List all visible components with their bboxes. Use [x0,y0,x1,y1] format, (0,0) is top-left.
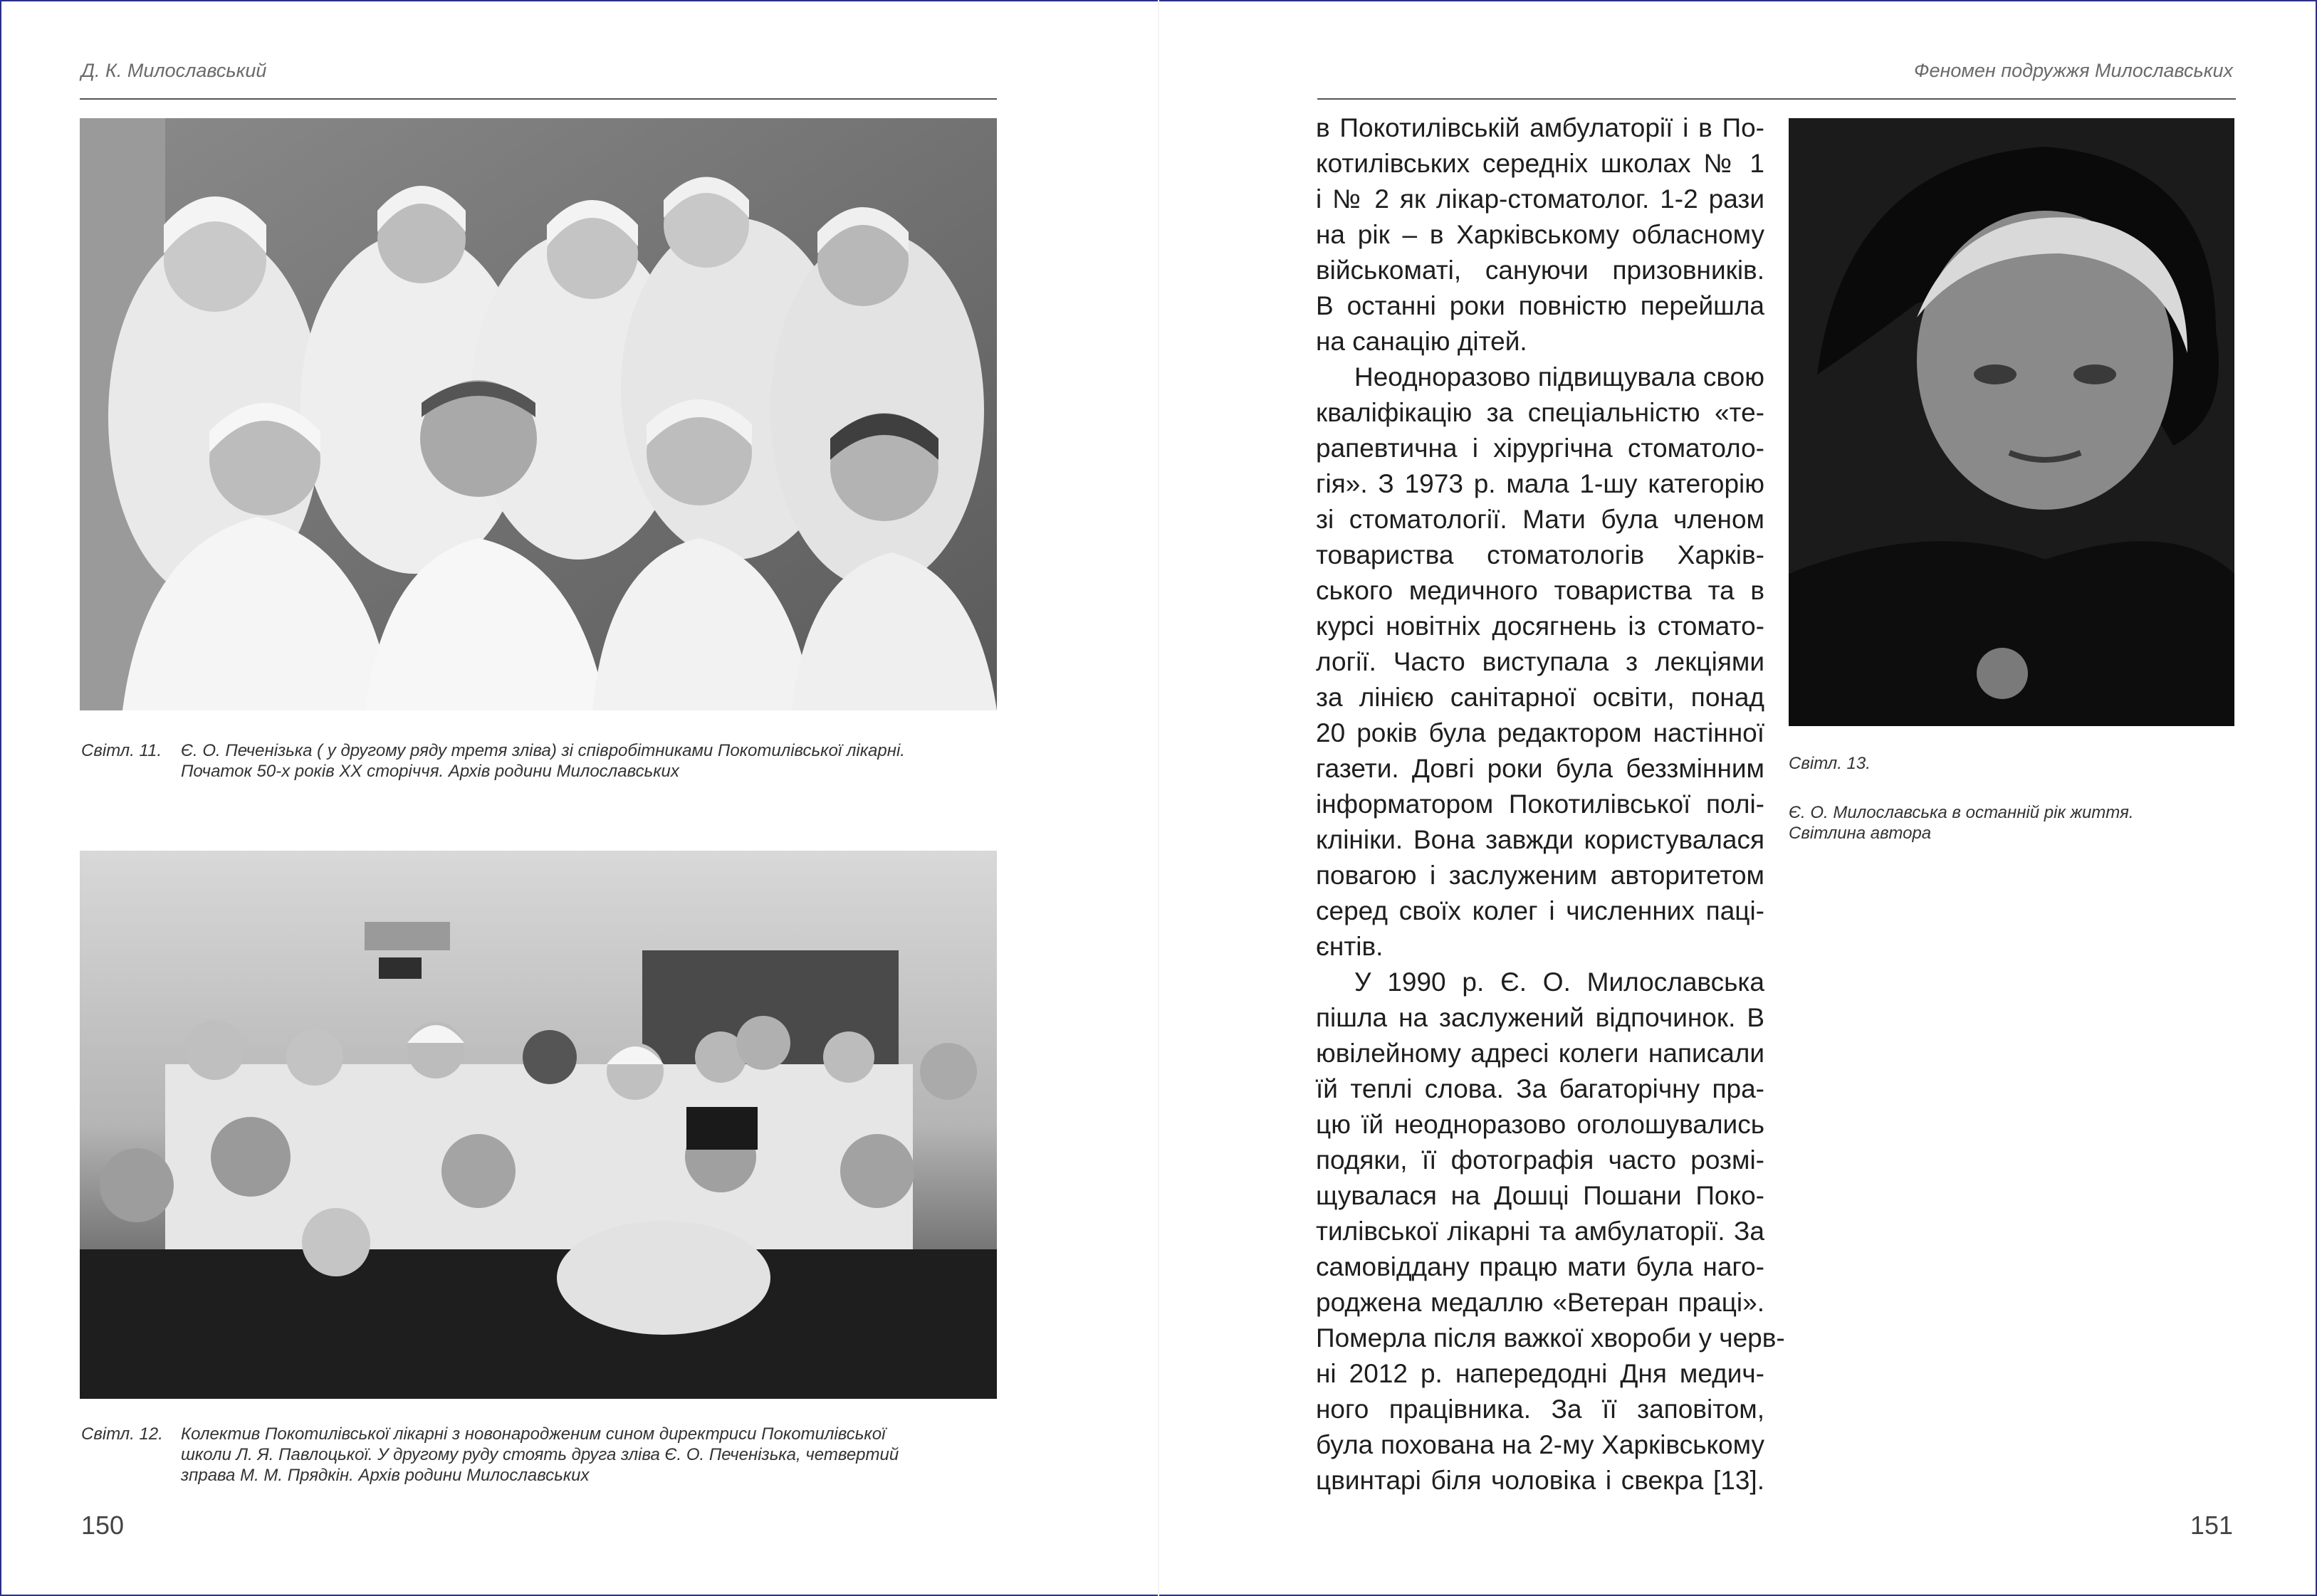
text-line: клініки. Вона завжди користувалася [1316,825,1764,854]
photo-13-caption-label: Світл. 13. [1789,754,1871,773]
text-line: і № 2 як лікар-стоматолог. 1-2 рази [1316,184,1764,214]
left-header-rule [80,98,997,100]
text-line: тилівської лікарні та амбулаторії. За [1316,1217,1764,1246]
text-line: курсі новітніх досягнень із стомато- [1316,611,1764,641]
text-line: військоматі, сануючи призовників. [1316,256,1764,285]
photo-13-portrait [1789,118,2234,726]
text-line: їй теплі слова. За багаторічну пра- [1316,1074,1764,1103]
right-running-head: Феномен подружжя Милославських [1914,60,2233,81]
text-line: котилівських середніх школах № 1 [1316,149,1764,178]
photo-12-caption [81,1424,1000,1486]
text-line: цю їй неодноразово оголошувались [1316,1110,1764,1139]
text-line: на рік – в Харківському обласному [1316,220,1764,249]
text-line: в Покотилівській амбулаторії і в По- [1316,113,1764,142]
photo-11-caption-line-2: Початок 50-х років XX сторіччя. Архів родини Милославських [181,762,679,781]
text-line: серед своїх колег і численних паці- [1316,896,1764,925]
text-line: була похована на 2-му Харківському [1316,1430,1764,1459]
photo-11-hospital-staff [80,118,997,710]
text-line: товариства стоматологів Харків- [1316,540,1764,569]
text-line: рапевтична і хірургічна стоматоло- [1316,434,1764,463]
photo-13-caption-line-1: Є. О. Милославська в останній рік життя. [1789,803,2134,822]
photo-13-caption-line-2: Світлина автора [1789,824,1932,843]
text-line: ювілейному адресі колеги написали [1316,1039,1764,1068]
text-line: газети. Довгі роки була беззмінним [1316,754,1764,783]
spread-gutter [1158,0,1159,1596]
text-line: кваліфікацію за спеціальністю «те- [1316,398,1764,427]
left-running-head: Д. К. Милославський [81,60,267,81]
photo-12-hospital-collective [80,851,997,1399]
photo-11-caption-line-1: Є. О. Печенізька ( у другому ряду третя зліва) зі співробітниками Покотилівської лікарні. [181,741,905,760]
left-page-number: 150 [81,1511,125,1540]
right-header-rule [1317,98,2236,100]
text-line: У 1990 р. Є. О. Милославська [1354,967,1764,997]
text-line: Неодноразово підвищувала свою [1354,362,1764,392]
photo-11-caption-label: Світл. 11. [81,741,162,760]
text-line: В останні роки повністю перейшла [1316,291,1764,320]
photo-11-caption [81,740,1000,782]
text-line: зі стоматології. Мати була членом [1316,505,1764,534]
text-line: щувалася на Дошці Пошани Поко- [1316,1181,1764,1210]
text-line: пішла на заслужений відпочинок. В [1316,1003,1764,1032]
right-page-number: 151 [2190,1511,2233,1540]
text-line: логії. Часто виступала з лекціями [1316,647,1764,676]
text-line: 20 років була редактором настінної [1316,718,1764,747]
text-line: самовіддану працю мати була наго- [1316,1252,1764,1281]
text-line: на санацію дітей. [1316,327,1527,356]
body-text-column [1316,110,1785,1498]
text-line: повагою і заслуженим авторитетом [1316,861,1764,890]
text-line: Померла після важкої хвороби у черв- [1316,1323,1785,1353]
text-line: гія». З 1973 р. мала 1-шу категорію [1316,469,1764,498]
text-line: інформатором Покотилівської полі- [1316,789,1764,819]
photo-12-caption-line-3: зправа М. М. Прядкін. Архів родини Милославських [181,1466,590,1485]
text-line: єнтів. [1316,932,1384,961]
text-line: за лінією санітарної освіти, понад [1316,683,1764,712]
photo-12-caption-line-1: Колектив Покотилівської лікарні з новонародженим сином директриси Покотилівської [181,1424,886,1444]
photo-12-caption-label: Світл. 12. [81,1424,163,1444]
text-line: цвинтарі біля чоловіка і свекра [13]. [1316,1466,1764,1495]
text-line: подяки, її фотографія часто розмі- [1316,1145,1764,1175]
text-line: ного працівника. За її заповітом, [1316,1395,1764,1424]
photo-12-caption-line-2: школи Л. Я. Павлоцької. У другому руду стоять друга зліва Є. О. Печенізька, четвертий [181,1445,899,1464]
text-line: ського медичного товариства та в [1316,576,1764,605]
text-line: роджена медаллю «Ветеран праці». [1316,1288,1764,1317]
text-line: ні 2012 р. напередодні Дня медич- [1316,1359,1764,1388]
photo-13-caption [1789,802,2244,844]
